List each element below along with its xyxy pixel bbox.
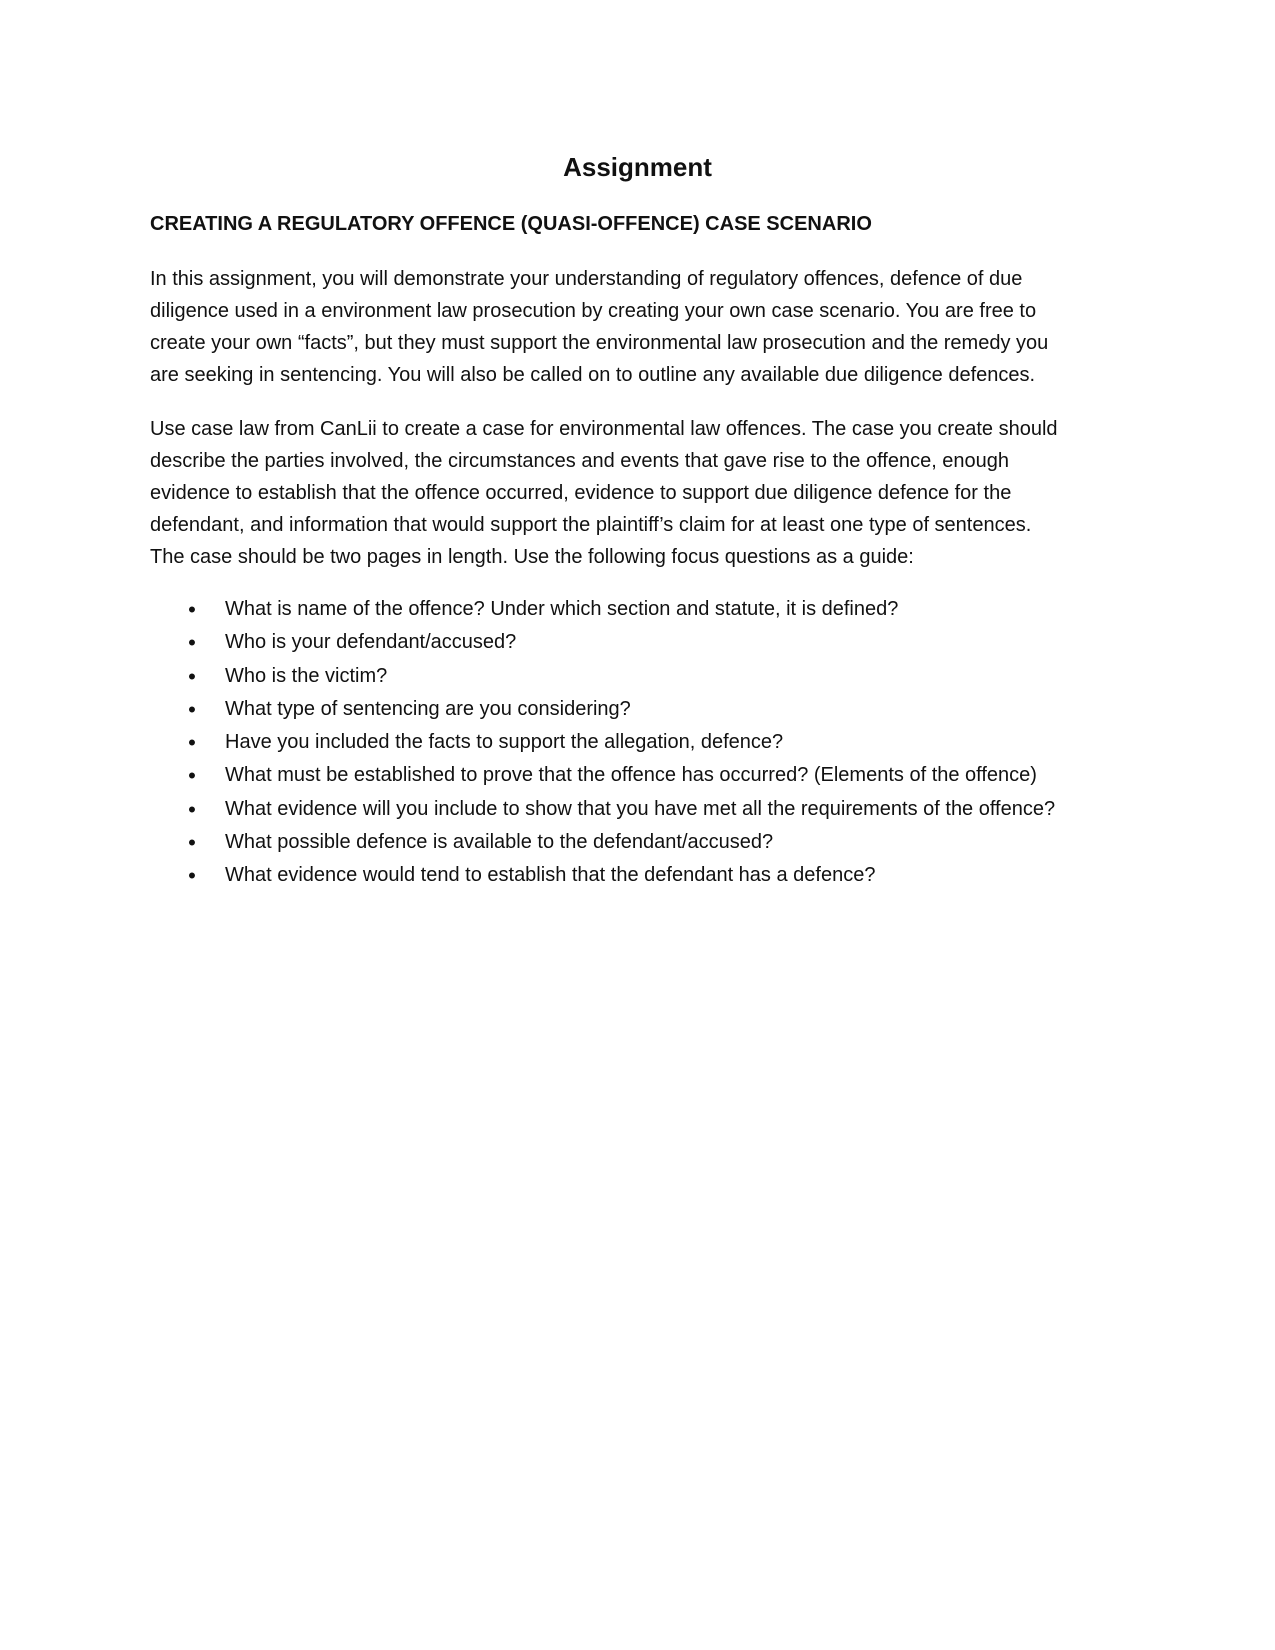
instructions-paragraph-line: The case should be two pages in length. Use the following focus questions as a guide: xyxy=(150,546,914,568)
instructions-paragraph-line: Use case law from CanLii to create a case for environmental law offences. The case you create should xyxy=(150,418,1058,440)
question-text: What possible defence is available to the defendant/accused? xyxy=(225,831,774,854)
question-text: What evidence will you include to show that you have met all the requirements of the offence? xyxy=(225,797,1056,820)
bullet-icon: • xyxy=(188,796,196,822)
list-item xyxy=(0,826,1275,859)
bullet-icon: • xyxy=(188,830,196,856)
bullet-icon: • xyxy=(188,863,196,889)
instructions-paragraph-line: defendant, and information that would support the plaintiff’s claim for at least one type of sentences. xyxy=(150,514,1032,536)
question-text: Who is your defendant/accused? xyxy=(225,631,517,654)
list-item xyxy=(0,693,1275,726)
bullet-icon: • xyxy=(188,663,196,689)
intro-paragraph-line: diligence used in a environment law prosecution by creating your own case scenario. You are free to xyxy=(150,300,1037,322)
question-text: Have you included the facts to support the allegation, defence? xyxy=(225,731,784,754)
instructions-paragraph xyxy=(150,413,1125,573)
list-item xyxy=(0,859,1275,892)
intro-paragraph-line: create your own “facts”, but they must support the environmental law prosecution and the remedy you xyxy=(150,332,1049,354)
intro-paragraph xyxy=(150,263,1125,391)
intro-paragraph-line: are seeking in sentencing. You will also be called on to outline any available due diligence defences. xyxy=(150,364,1036,386)
question-text: What evidence would tend to establish that the defendant has a defence? xyxy=(225,864,876,887)
bullet-icon: • xyxy=(188,597,196,622)
bullet-icon: • xyxy=(188,630,196,656)
document-title: Assignment xyxy=(563,152,712,182)
list-item xyxy=(0,759,1275,792)
bullet-icon: • xyxy=(188,763,196,789)
question-text: What must be established to prove that the offence has occurred? (Elements of the offence) xyxy=(225,764,1037,787)
list-item xyxy=(0,793,1275,826)
instructions-paragraph-line: evidence to establish that the offence occurred, evidence to support due diligence defence for the xyxy=(150,482,1012,504)
question-text: What type of sentencing are you considering? xyxy=(225,697,631,720)
focus-questions-list xyxy=(0,593,1275,893)
question-text: Who is the victim? xyxy=(225,664,388,687)
document-subtitle: CREATING A REGULATORY OFFENCE (QUASI-OFFENCE) CASE SCENARIO xyxy=(150,213,872,235)
list-item xyxy=(0,593,1275,626)
bullet-icon: • xyxy=(188,696,196,722)
bullet-icon: • xyxy=(188,730,196,756)
question-text: What is name of the offence? Under which section and statute, it is defined? xyxy=(225,598,899,620)
list-item xyxy=(0,626,1275,659)
list-item xyxy=(0,660,1275,693)
intro-paragraph-line: In this assignment, you will demonstrate your understanding of regulatory offences, defence of due xyxy=(150,268,1023,290)
instructions-paragraph-line: describe the parties involved, the circumstances and events that gave rise to the offence, enough xyxy=(150,450,1010,472)
list-item xyxy=(0,726,1275,759)
